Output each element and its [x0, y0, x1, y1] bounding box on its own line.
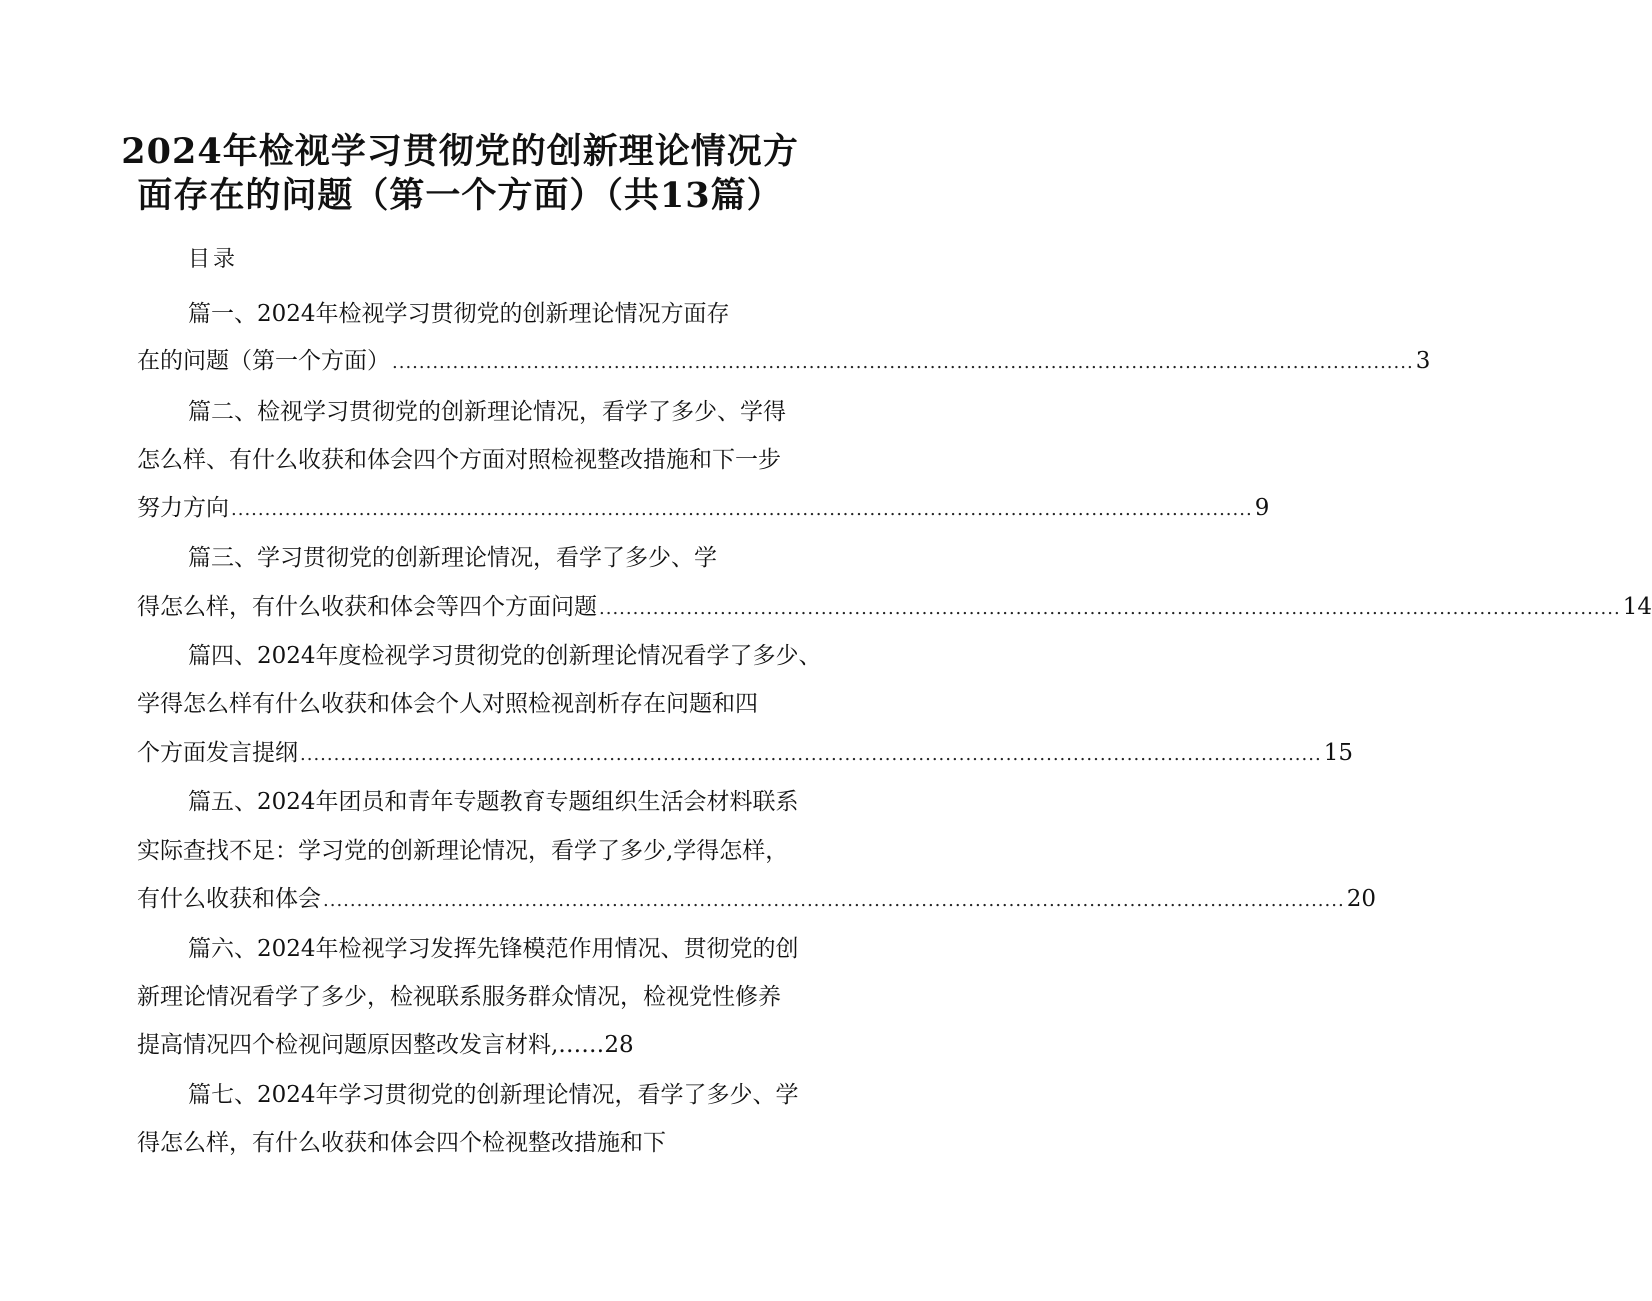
toc-entry-text: 个方面发言提纲 — [137, 740, 298, 766]
toc-entry-text: 篇三、学习贯彻党的创新理论情况，看学了多少、学 — [188, 545, 717, 571]
toc-dot-leader: ........................................................................................................................................................ — [392, 352, 1414, 373]
toc-entry-last-line — [137, 881, 1376, 919]
toc-entry-text: 在的问题（第一个方面） — [137, 348, 390, 374]
toc-entry-text: 篇七、2024年学习贯彻党的创新理论情况，看学了多少、学 — [188, 1082, 799, 1108]
toc-entry-text: 有什么收获和体会 — [137, 886, 321, 912]
toc-entry-last-line — [137, 589, 1652, 627]
toc-page-number: 9 — [1254, 495, 1270, 521]
toc-dot-leader: ........................................................................................................................................................ — [599, 598, 1621, 619]
toc-entry-text: 怎么样、有什么收获和体会四个方面对照检视整改措施和下一步 — [137, 447, 781, 473]
toc-entry-text: 得怎么样，有什么收获和体会四个检视整改措施和下 — [137, 1130, 666, 1156]
toc-entry-last-line — [137, 343, 1431, 381]
toc-page-number: 20 — [1346, 886, 1376, 912]
toc-entry-text: 实际查找不足：学习党的创新理论情况，看学了多少,学得怎样， — [137, 838, 789, 864]
toc-page-number: 3 — [1415, 348, 1431, 374]
document-title-line-2: 面存在的问题（第一个方面）（共13篇） — [137, 175, 783, 216]
toc-entry-text: 篇六、2024年检视学习发挥先锋模范作用情况、贯彻党的创 — [188, 936, 799, 962]
document-title-line-1: 2024年检视学习贯彻党的创新理论情况方 — [121, 131, 799, 172]
toc-entry-text: 学得怎么样有什么收获和体会个人对照检视剖析存在问题和四 — [137, 691, 758, 717]
toc-entry-text: 篇二、检视学习贯彻党的创新理论情况，看学了多少、学得 — [188, 399, 786, 425]
toc-dot-leader: ........................................................................................................................................................ — [300, 744, 1322, 765]
toc-heading: 目录 — [188, 247, 239, 272]
toc-entry-text: 努力方向 — [137, 495, 229, 521]
toc-page-number: 15 — [1323, 740, 1353, 766]
toc-entry-text: 篇五、2024年团员和青年专题教育专题组织生活会材料联系 — [188, 789, 799, 815]
toc-page-number: 14 — [1622, 594, 1652, 620]
toc-dot-leader: ........................................................................................................................................................ — [323, 890, 1345, 911]
toc-entry-last-line — [137, 735, 1353, 773]
toc-entry-text: 篇一、2024年检视学习贯彻党的创新理论情况方面存 — [188, 301, 730, 327]
toc-page-number: 28 — [604, 1032, 634, 1058]
toc-entry-text: 得怎么样，有什么收获和体会等四个方面问题 — [137, 594, 597, 620]
toc-entry-last-line — [137, 490, 1270, 528]
toc-entry-text: 新理论情况看学了多少，检视联系服务群众情况，检视党性修养 — [137, 984, 781, 1010]
toc-dot-leader: ........................................................................................................................................................ — [231, 499, 1253, 520]
toc-entry-text: 提高情况四个检视问题原因整改发言材料,…… — [137, 1032, 605, 1058]
toc-entry-last-line — [137, 1027, 634, 1063]
toc-entry-text: 篇四、2024年度检视学习贯彻党的创新理论情况看学了多少、 — [188, 643, 822, 669]
